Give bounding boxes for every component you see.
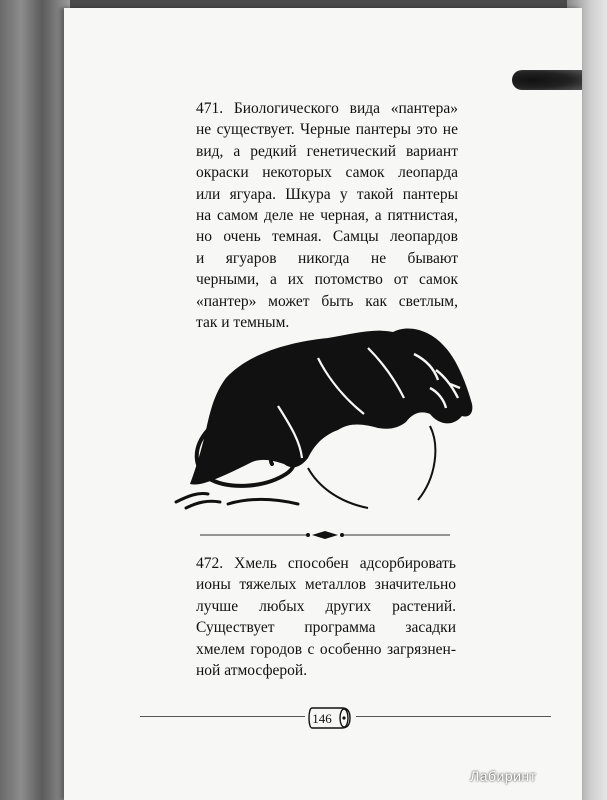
grass-strokes (176, 493, 298, 508)
text-line: и ягуаров никогда не бывают (196, 249, 458, 267)
text-line: ионы тяжелых металлов значительно (196, 576, 456, 594)
text-line: на самом деле не черная, а пятнистая, (196, 207, 458, 225)
text-line: так и темным. (196, 314, 290, 332)
bookmark-ribbon (512, 70, 582, 90)
text-line: 472. Хмель способен адсорбировать (196, 555, 456, 572)
scanner-background-left (0, 0, 70, 800)
text-line: лучше любых других растений. (196, 597, 456, 615)
section-divider-ornament (160, 528, 490, 542)
text-line: ной атмосферой. (196, 662, 308, 680)
text-line: 471. Биологического вида «пантера» (196, 100, 458, 117)
fact-472-paragraph (196, 553, 456, 681)
text-line: но очень темная. Самцы леопардов (196, 228, 458, 246)
page-number: 146 (312, 711, 332, 726)
labirint-watermark-text: Лабиринт (470, 768, 537, 784)
text-line: Существует программа засадки (196, 619, 456, 637)
text-line: или ягуара. Шкура у такой пантеры (196, 185, 458, 203)
panther-body (190, 328, 472, 484)
panther-illustration (168, 318, 483, 513)
labirint-watermark (470, 768, 537, 784)
text-line: вид, а редкий генетический вариант (196, 142, 458, 160)
text-line: окраски некоторых самок леопарда (196, 164, 458, 182)
footer-rule-right (356, 716, 551, 717)
fact-471-paragraph (196, 98, 458, 333)
text-line: черными, а их потомство от самок (196, 271, 458, 289)
text-line: хмелем городов с особенно загрязнен- (196, 640, 456, 658)
text-line: не существует. Черные пантеры это не (196, 121, 458, 139)
footer-rule-left (140, 716, 305, 717)
text-line: «пантер» может быть как светлым, (196, 292, 458, 310)
rock-outline (308, 426, 435, 508)
